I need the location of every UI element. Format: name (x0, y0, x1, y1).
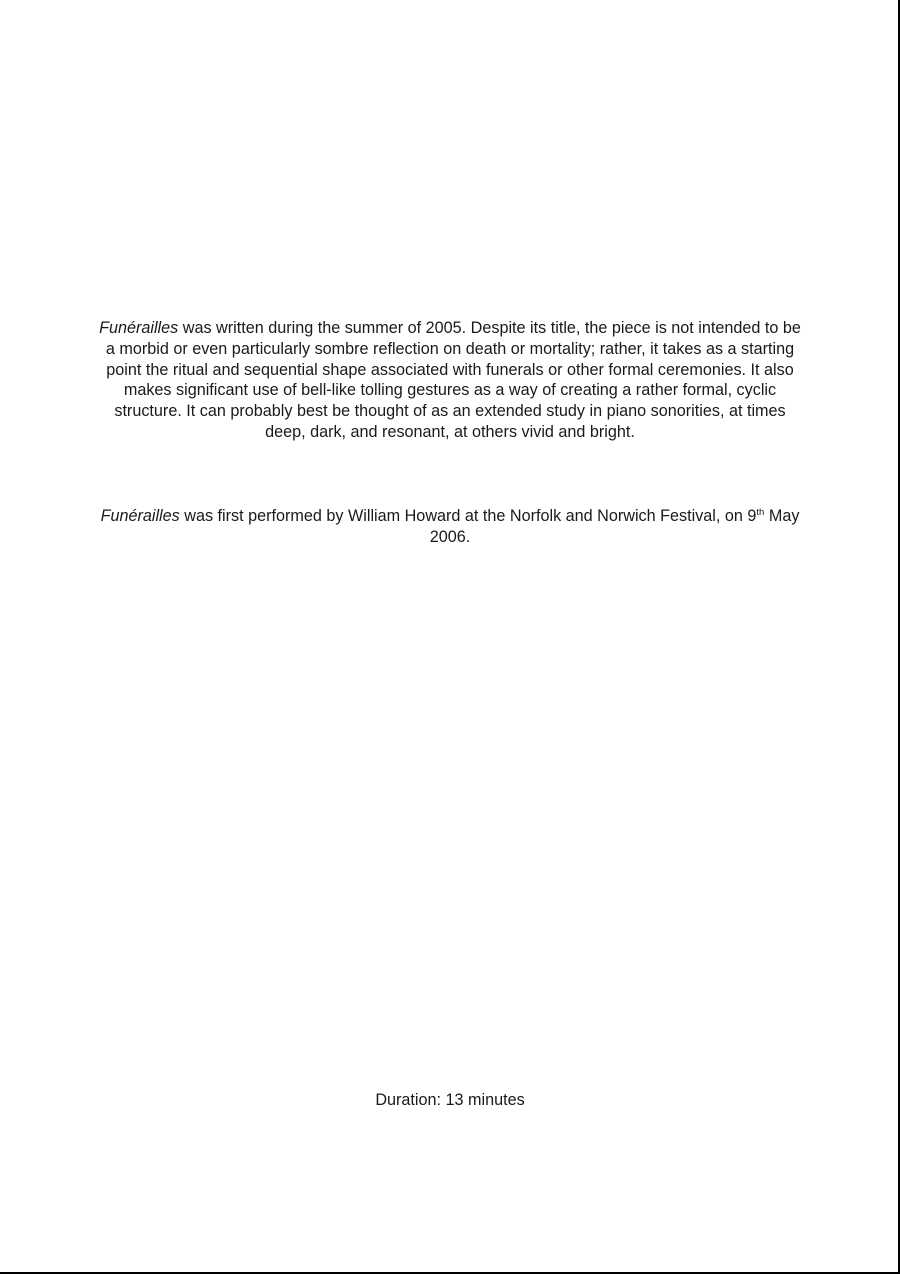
premiere-paragraph (98, 506, 802, 548)
intro-paragraph (98, 318, 802, 443)
intro-text: was written during the summer of 2005. Despite its title, the piece is not intended to be a morbid or even particularly sombre reflection on death or mortality; rather, it takes as a starting point the ritual and sequential shape associated with funerals or other formal ceremonies. It also makes significant use of bell-like tolling gestures as a way of creating a rather formal, cyclic structure. It can probably best be thought of as an extended study in piano sonorities, at times deep, dark, and resonant, at others vivid and bright. (105, 319, 801, 441)
duration-line: Duration: 13 minutes (375, 1091, 525, 1109)
ordinal-suffix: th (756, 507, 765, 518)
premiere-date-rest: May 2006. (429, 507, 800, 546)
premiere-text: was first performed by William Howard at the Norfolk and Norwich Festival, on 9 (179, 507, 757, 525)
work-title: Funérailles (100, 507, 180, 525)
work-title: Funérailles (99, 319, 179, 337)
